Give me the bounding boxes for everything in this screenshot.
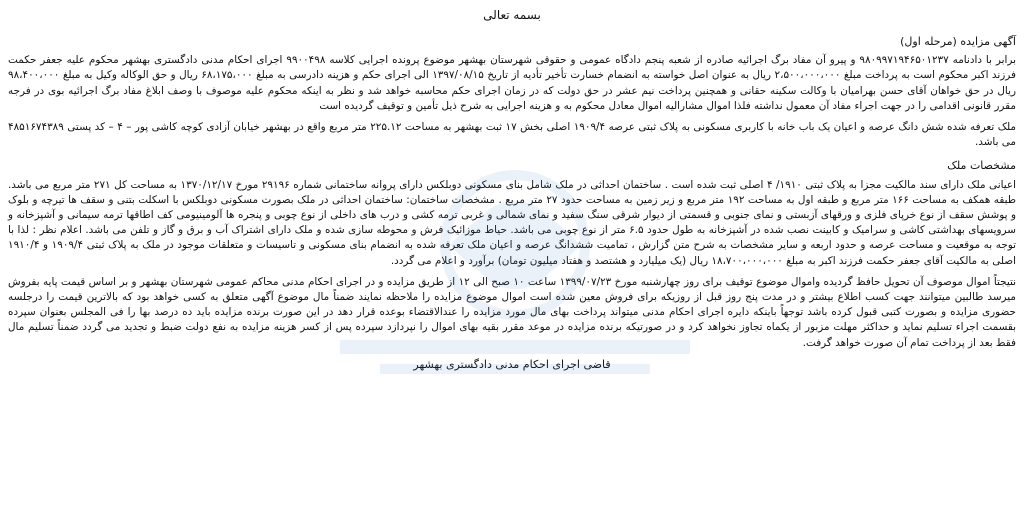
paragraph-auction-terms: نتیجتاً اموال موصوف آن تحویل حافظ گردیده واموال موضوع توقیف برای روز چهارشنبه مورخ ۱۳۹۹/۰۷/۲۳ ساعت ۱۰ صبح الی ۱۲ از طریق مزایده و در اجرای احکام مدنی محاکم عمومی شهرستان بهشهر و بر اساس قیمت پایه بفروش میرسد طالبین میتوانند جهت کسب اطلاع بیشتر و در مدت پنج روز قبل از روزیکه برای فروش معین شده است اموال موضوع مزایده را ملاحظه نمایند ضمناً مال موضوع آگهی متعلق به کسی خواهد بود که بالاترین قیمت را درجلسه حضوری مزایده و بصورت کتبی قبول کرده باشد توجهاً باینکه دایره اجرای احکام مدنی میتواند پرداخت بهای مال مورد مزایده را عندالاقتضاء بوعده قرار دهد در این صورت برنده مزایده باید ده درصد بها را فی المجلس بعنوان سپرده بقسمت اجراء تسلیم نماید و حداکثر مهلت مزبور از یکماه تجاوز نخواهد کرد و در صورتیکه برنده مزایده در موعد مقرر بقیه بهای اموال را نپردازد سپرده پس از کسر هزینه مزایده به نفع دولت ضبط و تجدید می گردد ضمناً تسلیم مال فقط بعد از پرداخت تمام آن صورت خواهد گرفت. — [8, 275, 1017, 349]
paragraph-judgment: برابر با دادنامه ۹۸۰۹۹۷۱۹۴۶۵۰۱۲۳۷ و پیرو آن مفاد برگ اجرائیه صادره از شعبه پنجم دادگاه عمومی و حقوقی شهرستان بهشهر موضوع پرونده اجرایی کلاسه ۹۹۰۰۴۹۸ اجرای احکام مدنی دادگستری بهشهر محکوم علیه جعفر حکمت فرزند اکبر محکوم است به پرداخت مبلغ ۲،۵۰۰،۰۰۰،۰۰۰ ریال به عنوان اصل خواسته به انضمام خسارت تأخیر تأدیه از تاریخ ۱۳۹۷/۰۸/۱۵ الی اجرای حکم و هزینه دادرسی به مبلغ ۶۸،۱۷۵،۰۰۰ ریال و حق الوکاله وکیل به مبلغ ۹۸،۴۰۰،۰۰۰ ریال در حق خواهان آقای حسن بهرامیان با وکالت سکینه حقانی و همچنین پرداخت نیم عشر در حق دولت که در زمان اجرای حکم محاسبه خواهد شد و نظر به اینکه محکوم علیه موصوف با وصف ابلاغ مفاد برگ اجرائیه بوی در فرجه مقرر قانونی اقدامی را در جهت اجراء مفاد آن معمول نداشته فلذا اموال مشارالیه اموال معادل محکوم به و هزینه اجرایی به شرح ذیل تأمین و توقیف گردیده است — [8, 54, 1016, 112]
notice-heading: آگهی مزایده (مرحله اول) — [900, 35, 1016, 48]
specs-heading: مشخصات ملک — [947, 159, 1016, 173]
paragraph-specs: اعیانی ملک دارای سند مالکیت مجزا به پلاک ثبتی ۱۹۱۰/ ۴ اصلی ثبت شده است . ساختمان احداثی در ملک شامل بنای مسکونی دوبلکس دارای پروانه ساختمانی شماره ۲۹۱۹۶ مورخ ۱۳۷۰/۱۲/۱۷ به مساحت کل ۲۷۱ متر مربع می باشد. طبقه همکف به مساحت ۱۶۶ متر مربع و طبقه اول به مساحت ۱۹۲ متر مربع و زیر زمین به مساحت حدود ۲۷ متر مربع . مشخصات ساختمان: ساختمان احداثی در ملک بصورت مسکونی دوبلکس با اسکلت بتنی و سقف ها تیرچه و بلوک و پوشش سقف از نوع خرپای فلزی و ورقهای آزبستی و نمای جنوبی و قسمتی از دیوار شرقی سنگ سفید و نمای شمالی و غربی ترمه کشی و درب های داخلی از نوع چوبی و پنجره ها آلومینیومی کف اطاقها ترمه سیمانی و آشپزخانه و سرویسهای بهداشتی کاشی و سرامیک و کابینت نصب شده در آشپزخانه به طول حدود ۶.۵ متر از نوع چوبی می باشد. حیاط موزائیک فرش و محوطه سازی شده و ملک دارای اشتراک آب و برق و گاز و تلفن می باشد. اعلام نظر : لذا با توجه به موقعیت و مساحت عرصه و حدود اربعه و سایر مشخصات به شرح متن گزارش ، تمامیت ششدانگ عرصه و اعیان ملک تعرفه شده به انضمام بنای مسکونی و تاسیسات و متعلقات موجود در ملک به پلاک ثبتی ۱۹۰۹/۴ و ۱۹۱۰/۴ اصلی به مالکیت آقای جعفر حکمت فرزند اکبر به مبلغ ۱۸،۷۰۰،۰۰۰،۰۰۰ ریال (یک میلیارد و هشتصد و هفتاد میلیون تومان) برآورد و اعلام می گردد. — [8, 178, 1017, 267]
signature-line: قاضی اجرای احکام مدنی دادگستری بهشهر — [413, 357, 611, 371]
document-title: بسمه تعالی — [483, 8, 541, 22]
paragraph-property: ملک تعرفه شده شش دانگ عرصه و اعیان یک باب خانه با کاربری مسکونی به پلاک ثبتی عرصه ۱۹۰۹/۴ اصلی بخش ۱۷ ثبت بهشهر به مساحت ۲۲۵.۱۲ متر مربع واقع در بهشهر خیابان آزادی کوچه کاشی پور – ۴ – کد پستی ۴۸۵۱۶۷۴۳۸۹ می باشد. — [8, 121, 1016, 149]
